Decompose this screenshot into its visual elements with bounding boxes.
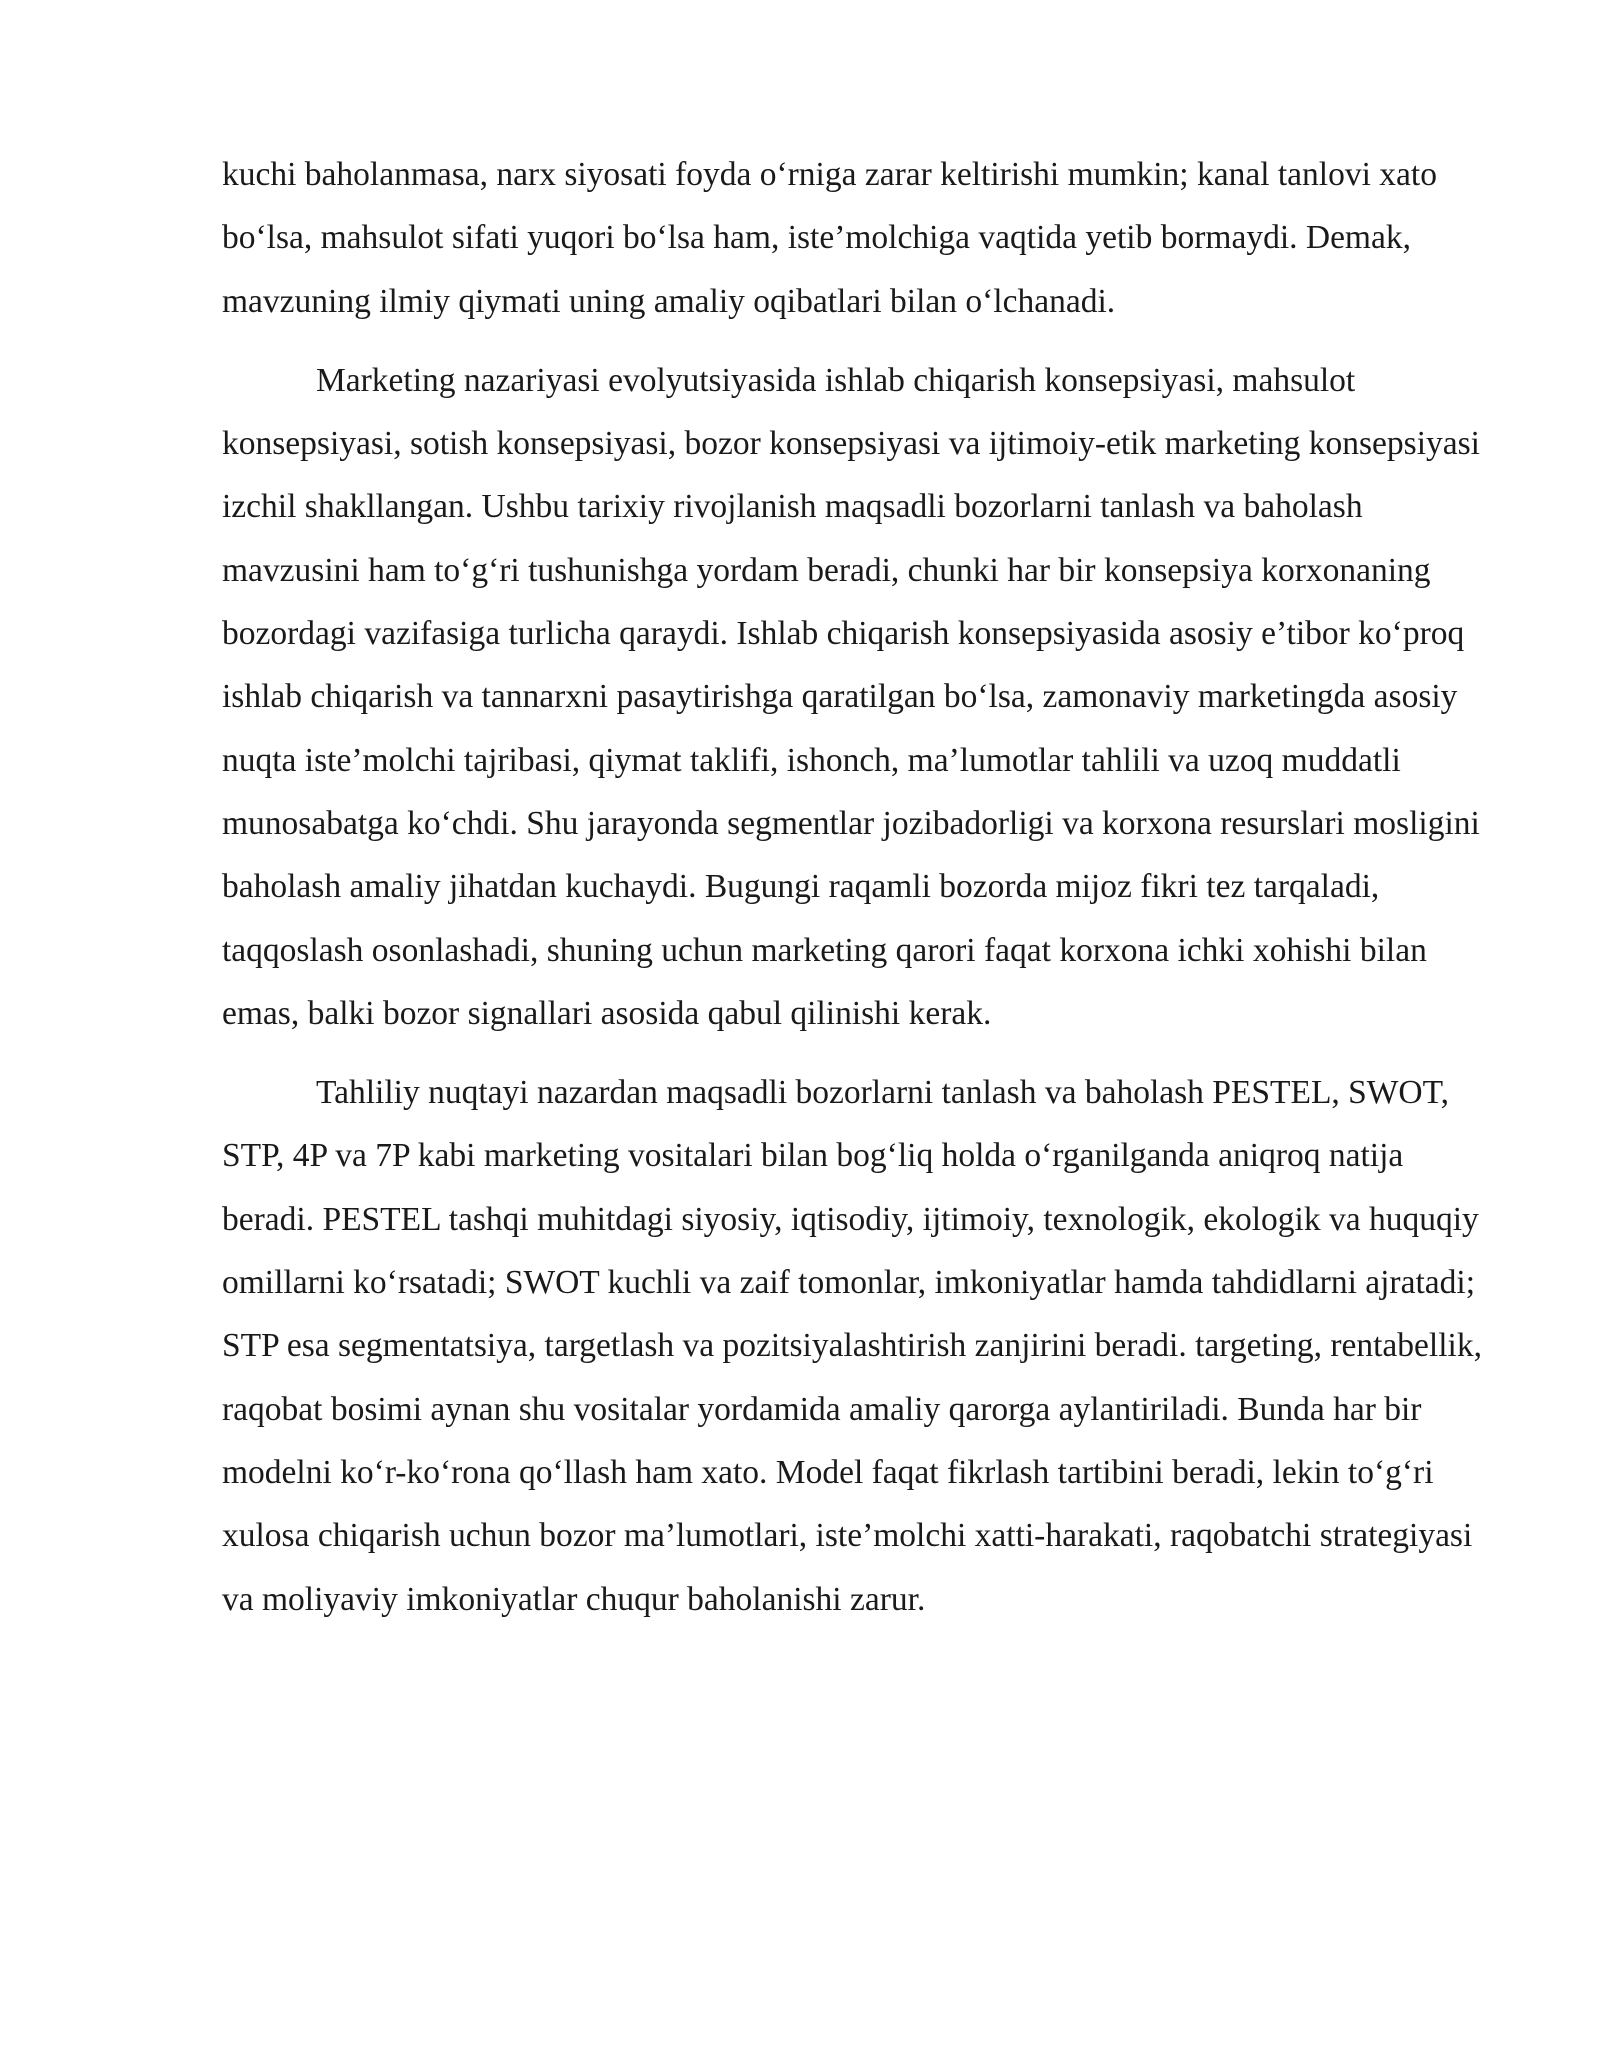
paragraph-analytical-tools: Tahliliy nuqtayi nazardan maqsadli bozorlarni tanlash va baholash PESTEL, SWOT, STP, 4P va 7P kabi marketing vositalari bilan bog‘liq holda o‘rganilganda aniqroq natija beradi. PESTEL tashqi muhitdagi siyosiy, iqtisodiy, ijtimoiy, texnologik, ekologik va huquqiy omillarni ko‘rsatadi; SWOT kuchli va zaif tomonlar, imkoniyatlar hamda tahdidlarni ajratadi; STP esa segmentatsiya, targetlash va pozitsiyalashtirish zanjirini beradi. targeting, rentabellik, raqobat bosimi aynan shu vositalar yordamida amaliy qarorga aylantiriladi. Bunda har bir modelni ko‘r-ko‘rona qo‘llash ham xato. Model faqat fikrlash tartibini beradi, lekin to‘g‘ri xulosa chiqarish uchun bozor ma’lumotlari, iste’molchi xatti-harakati, raqobatchi strategiyasi va moliyaviy imkoniyatlar chuqur baholanishi zarur. (222, 1074, 1482, 1618)
paragraph-marketing-theory: Marketing nazariyasi evolyutsiyasida ishlab chiqarish konsepsiyasi, mahsulot konsepsiyasi, sotish konsepsiyasi, bozor konsepsiyasi va ijtimoiy-etik marketing konsepsiyasi izchil shakllangan. Ushbu tarixiy rivojlanish maqsadli bozorlarni tanlash va baholash mavzusini ham to‘g‘ri tushunishga yordam beradi, chunki har bir konsepsiya korxonaning bozordagi vazifasiga turlicha qaraydi. Ishlab chiqarish konsepsiyasida asosiy e’tibor ko‘proq ishlab chiqarish va tannarxni pasaytirishga qaratilgan bo‘lsa, zamonaviy marketingda asosiy nuqta iste’molchi tajribasi, qiymat taklifi, ishonch, ma’lumotlar tahlili va uzoq muddatli munosabatga ko‘chdi. Shu jarayonda segmentlar jozibadorligi va korxona resurslari mosligini baholash amaliy jihatdan kuchaydi. Bugungi raqamli bozorda mijoz fikri tez tarqaladi, taqqoslash osonlashadi, shuning uchun marketing qarori faqat korxona ichki xohishi bilan emas, balki bozor signallari asosida qabul qilinishi kerak. (222, 361, 1480, 1032)
paragraph-continuation: kuchi baholanmasa, narx siyosati foyda o‘rniga zarar keltirishi mumkin; kanal tanlovi xato bo‘lsa, mahsulot sifati yuqori bo‘lsa ham, iste’molchiga vaqtida yetib bormaydi. Demak, mavzuning ilmiy qiymati uning amaliy oqibatlari bilan o‘lchanadi. (222, 156, 1437, 320)
body-text (222, 143, 1484, 1631)
